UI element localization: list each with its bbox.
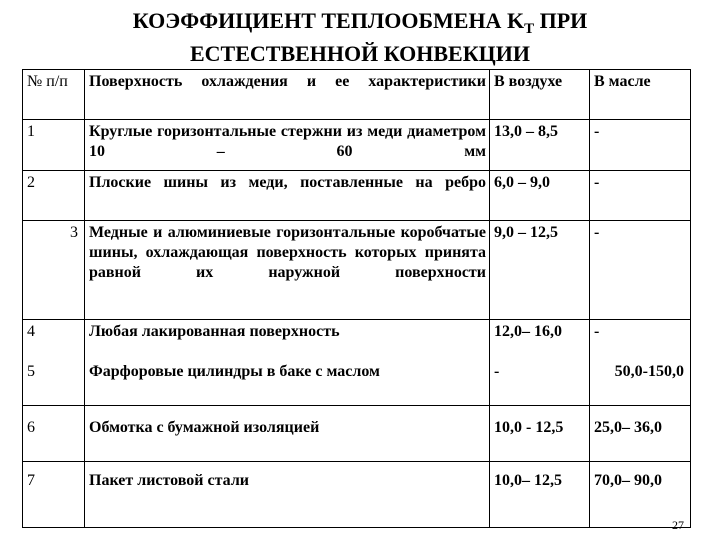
row-num: 5 [23,354,85,406]
table-row [23,406,691,462]
row-air: 6,0 – 9,0 [490,171,590,221]
row-num: 7 [23,462,85,528]
row-surface: Плоские шины из меди, поставленные на ребро [85,171,490,221]
row-oil: - [590,120,691,171]
header-oil: В масле [590,70,691,120]
title-line-1: КОЭФФИЦИЕНТ ТЕПЛООБМЕНА $K_T$ ПРИ [132,8,588,37]
row-surface: Медные и алюминиевые горизонтальные коробчатые шины, охлаждающая поверхность которых принята равной их наружной поверхности [85,221,490,320]
header-air: В воздухе [490,70,590,120]
table-row [23,171,691,221]
heat-transfer-table [22,69,691,528]
row-air: 9,0 – 12,5 [490,221,590,320]
title-line-2: ЕСТЕСТВЕННОЙ КОНВЕКЦИИ [189,41,531,66]
page-number: 27 [672,518,684,532]
row-surface: Фарфоровые цилиндры в баке с маслом [85,354,490,406]
slide-title [0,6,720,68]
row-oil: - [590,320,691,354]
row-num: 6 [23,406,85,462]
row-surface: Любая лакированная поверхность [85,320,490,354]
row-air: 10,0– 12,5 [490,462,590,528]
row-oil: 50,0-150,0 [590,354,691,406]
row-num: 2 [23,171,85,221]
row-surface: Обмотка с бумажной изоляцией [85,406,490,462]
table-header-row [23,70,691,120]
row-air: 12,0– 16,0 [490,320,590,354]
row-air: 10,0 - 12,5 [490,406,590,462]
row-air: 13,0 – 8,5 [490,120,590,171]
row-num: 3 [23,221,85,320]
row-air: - [490,354,590,406]
table-row [23,120,691,171]
header-surface: Поверхность охлаждения и ее характеристики [85,70,490,120]
table-row [23,354,691,406]
table-row [23,462,691,528]
row-oil: - [590,221,691,320]
table-row [23,320,691,354]
table-row [23,221,691,320]
row-oil: 70,0– 90,0 [590,462,691,528]
header-num: № п/п [23,70,85,120]
row-surface: Круглые горизонтальные стержни из меди диаметром 10 – 60 мм [85,120,490,171]
row-num: 1 [23,120,85,171]
row-oil: - [590,171,691,221]
row-oil: 25,0– 36,0 [590,406,691,462]
row-surface: Пакет листовой стали [85,462,490,528]
row-num: 4 [23,320,85,354]
